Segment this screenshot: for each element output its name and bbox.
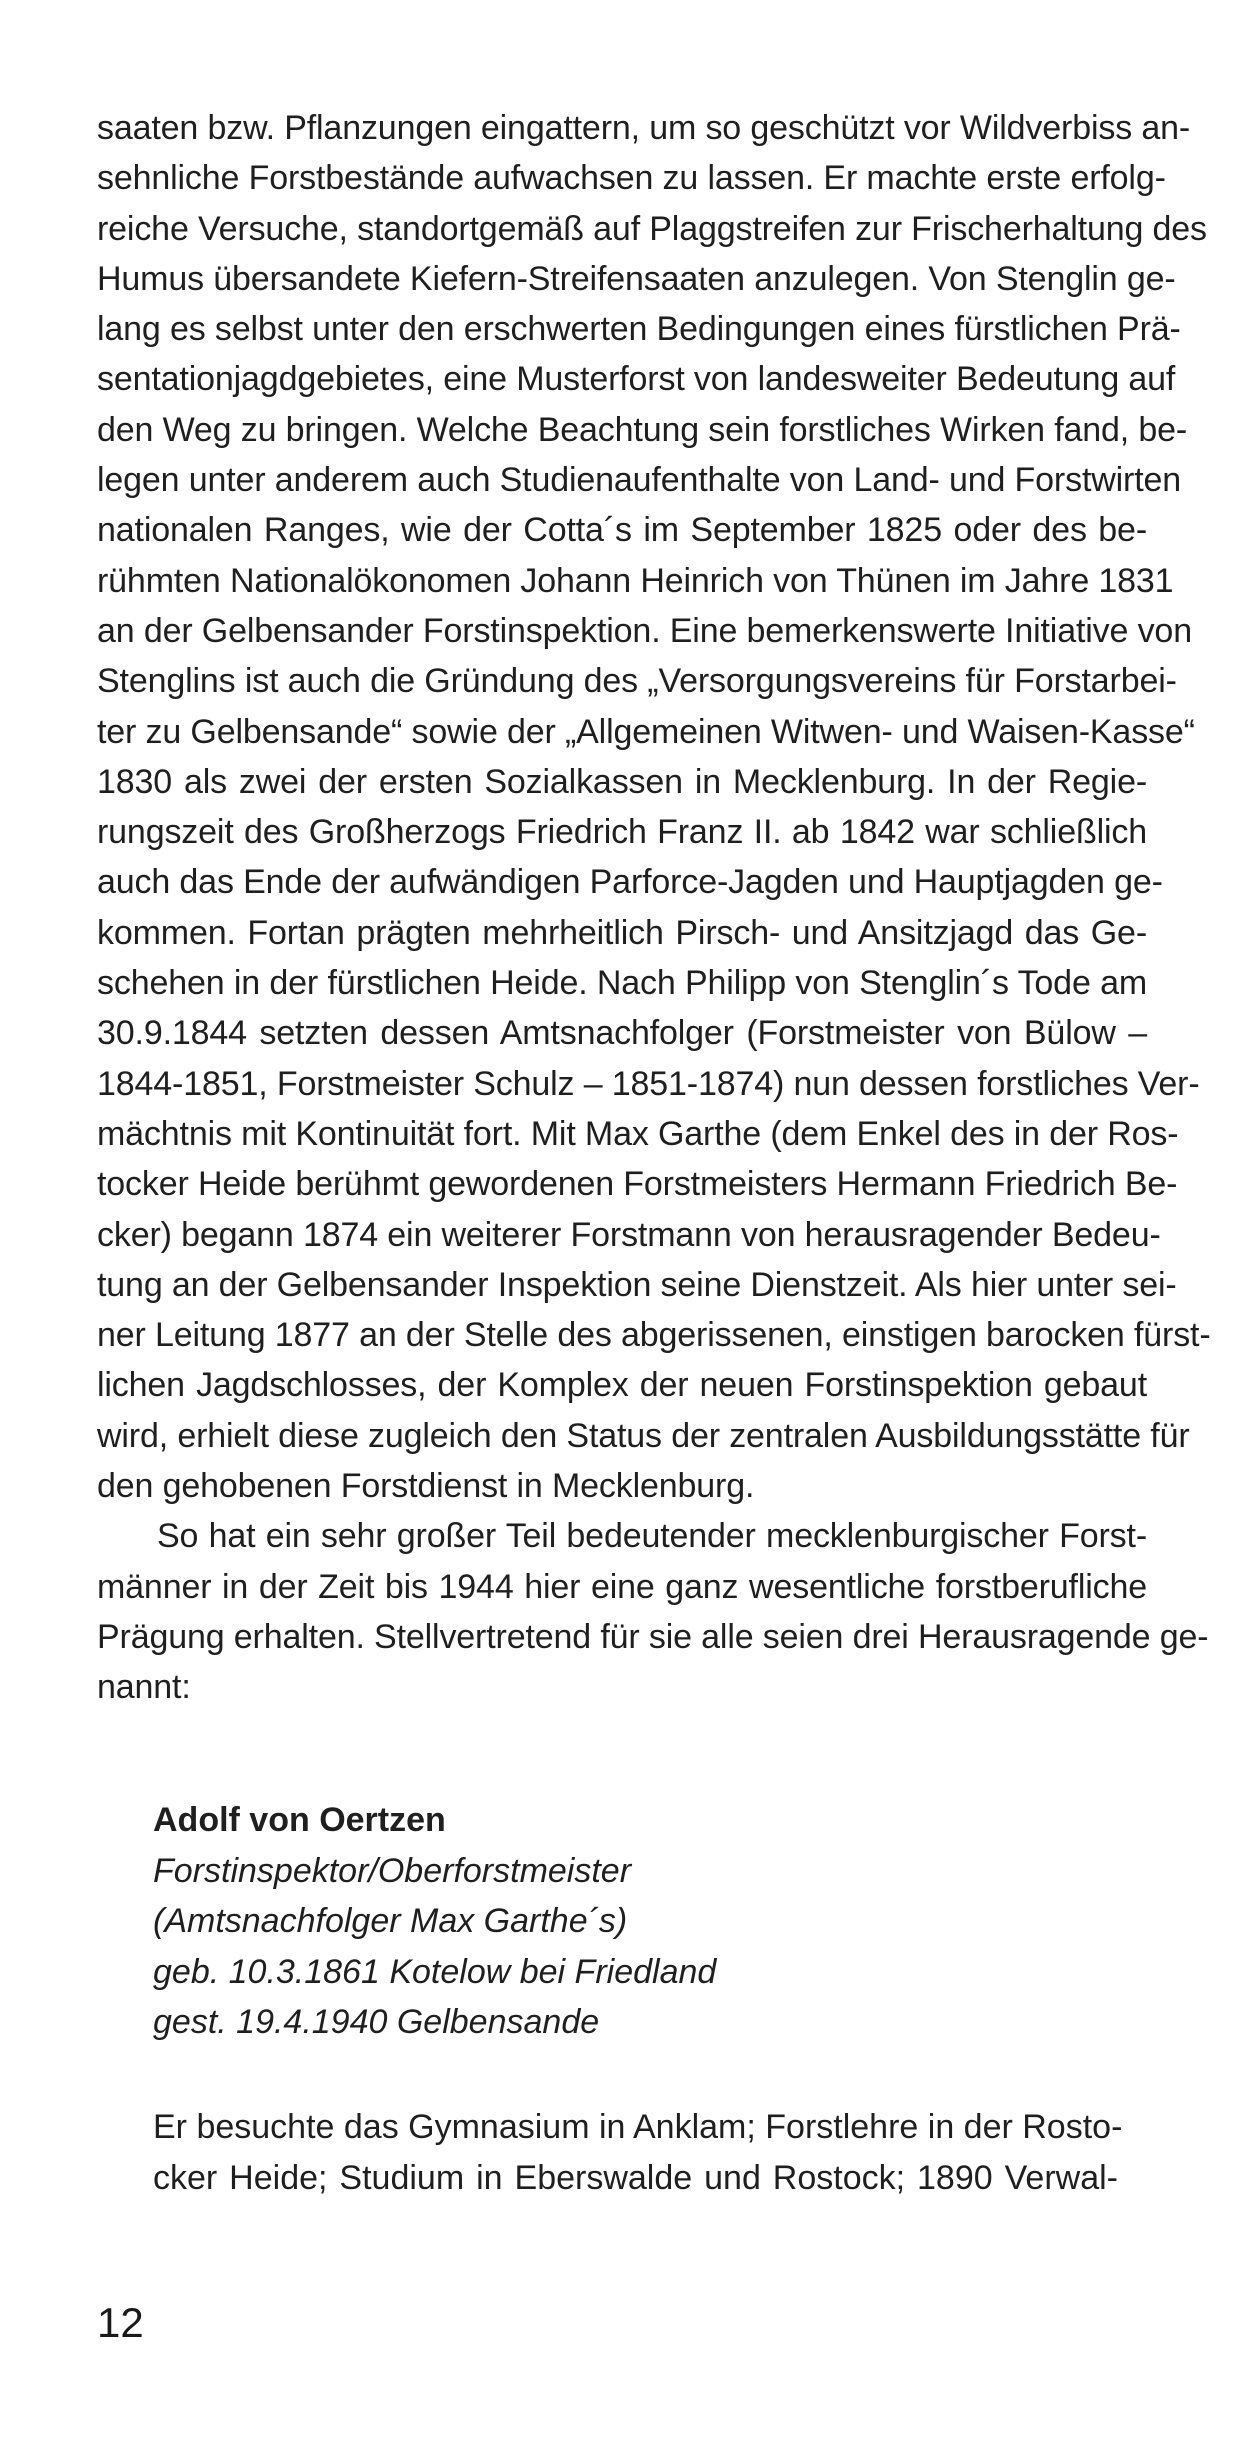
text-line: lichen Jagdschlosses, der Komplex der neuen Forstinspektion gebaut [97,1366,1147,1405]
text-line: lang es selbst unter den erschwerten Bedingungen eines fürstlichen Prä- [97,310,1181,349]
text-line: mächtnis mit Kontinuität fort. Mit Max Garthe (dem Enkel des in der Ros- [97,1114,1179,1153]
text-line: kommen. Fortan prägten mehrheitlich Pirsch- und Ansitzjagd das Ge- [97,913,1147,952]
text-line: 1830 als zwei der ersten Sozialkassen in Mecklenburg. In der Regie- [97,762,1147,801]
text-line: saaten bzw. Pflanzungen eingattern, um so geschützt vor Wildverbiss an- [97,109,1191,147]
paragraph-first-line: So hat ein sehr großer Teil bedeutender mecklenburgischer Forst- [157,1517,1147,1556]
biography-name: Adolf von Oertzen [153,1801,446,1839]
text-line: Humus übersandete Kiefern-Streifensaaten anzulegen. Von Stenglin ge- [97,259,1176,298]
text-line: 30.9.1844 setzten dessen Amtsnachfolger (Forstmeister von Bülow – [97,1014,1147,1053]
text-line: nannt: [97,1668,191,1707]
text-line: Stenglins ist auch die Gründung des „Versorgungsvereins für Forstarbei- [97,662,1177,701]
text-line: reiche Versuche, standortgemäß auf Plaggstreifen zur Frischerhaltung des [97,209,1207,248]
text-line: Prägung erhalten. Stellvertretend für sie alle seien drei Herausragende ge- [97,1617,1209,1656]
text-line: den Weg zu bringen. Welche Beachtung sein forstliches Wirken fand, be- [97,410,1188,449]
biography-note: (Amtsnachfolger Max Garthe´s) [153,1902,628,1940]
text-line: legen unter anderem auch Studienaufenthalte von Land- und Forstwirten [97,461,1182,500]
text-line: sentationjagdgebietes, eine Musterforst von landesweiter Bedeutung auf [97,360,1176,399]
text-line: an der Gelbensander Forstinspektion. Eine bemerkenswerte Initiative von [97,611,1192,650]
text-line: auch das Ende der aufwändigen Parforce-Jagden und Hauptjagden ge- [97,863,1163,902]
biography-born: geb. 10.3.1861 Kotelow bei Friedland [153,1952,717,1991]
page-number: 12 [97,2299,144,2346]
text-line: ter zu Gelbensande“ sowie der „Allgemeinen Witwen- und Waisen-Kasse“ [97,712,1195,751]
text-line: schehen in der fürstlichen Heide. Nach Philipp von Stenglin´s Tode am [97,964,1147,1003]
text-line: 1844-1851, Forstmeister Schulz – 1851-1874) nun dessen forstliches Ver- [97,1064,1200,1103]
text-line: tocker Heide berühmt gewordenen Forstmeisters Hermann Friedrich Be- [97,1165,1178,1204]
biography-title: Forstinspektor/Oberforstmeister [153,1851,632,1890]
text-line: Er besuchte das Gymnasium in Anklam; Forstlehre in der Rosto- [153,2108,1123,2146]
text-line: tung an der Gelbensander Inspektion seine Dienstzeit. Als hier unter sei- [97,1265,1177,1304]
text-line: sehnliche Forstbestände aufwachsen zu lassen. Er machte erste erfolg- [97,159,1166,198]
biography-block [153,1795,1053,2048]
text-line: rühmten Nationalökonomen Johann Heinrich von Thünen im Jahre 1831 [97,561,1174,600]
text-line: rungszeit des Großherzogs Friedrich Franz II. ab 1842 war schließlich [97,813,1147,852]
text-line: ner Leitung 1877 an der Stelle des abgerissenen, einstigen barocken fürst- [97,1316,1211,1355]
main-text [97,103,1211,1713]
biography-text [153,2102,1123,2203]
text-line: wird, erhielt diese zugleich den Status der zentralen Ausbildungsstätte für [97,1416,1190,1455]
text-line: cker Heide; Studium in Eberswalde und Rostock; 1890 Verwal- [153,2158,1118,2197]
text-line: cker) begann 1874 ein weiterer Forstmann von herausragender Bedeu- [97,1215,1161,1254]
biography-died: gest. 19.4.1940 Gelbensande [153,2003,600,2041]
text-line: männer in der Zeit bis 1944 hier eine ganz wesentliche forstberufliche [97,1567,1147,1606]
text-line: den gehobenen Forstdienst in Mecklenburg. [97,1467,755,1506]
text-line: nationalen Ranges, wie der Cotta´s im September 1825 oder des be- [97,511,1147,550]
